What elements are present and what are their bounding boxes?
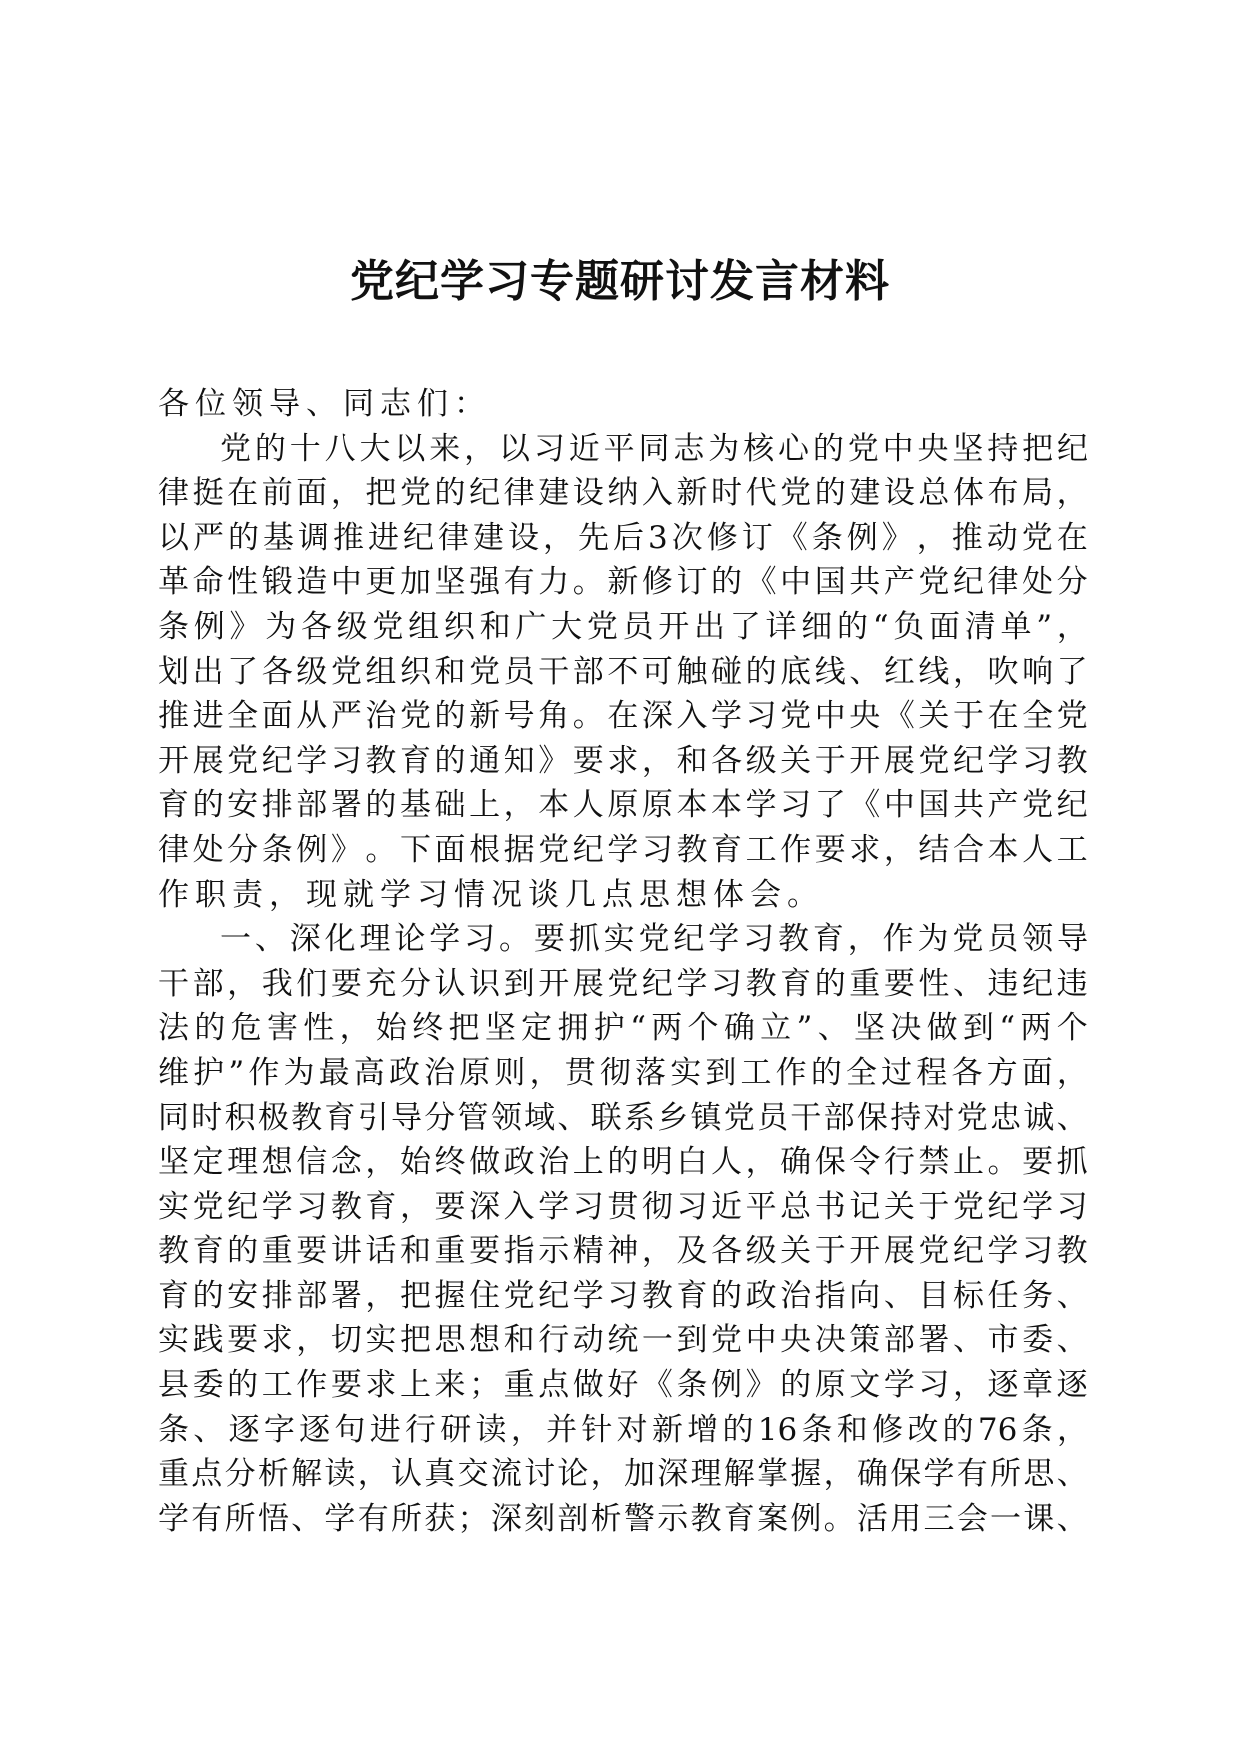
- body-line: 干 部 ， 我 们 要 充 分 认 识 到 开 展 党 纪 学 习 教 育 的 重 要 性 、 违 纪 违: [158, 965, 1088, 1002]
- body-line: 律 处 分 条 例 》 。 下 面 根 据 党 纪 学 习 教 育 工 作 要 求 ， 结 合 本 人 工: [158, 831, 1088, 868]
- body-line: 开 展 党 纪 学 习 教 育 的 通 知 》 要 求 ， 和 各 级 关 于 开 展 党 纪 学 习 教: [158, 742, 1088, 779]
- body-line: 各 位 领 导 、 同 志 们 ：: [158, 386, 491, 422]
- body-line: 以 严 的 基 调 推 进 纪 律 建 设 ， 先 后 3 次 修 订 《 条 例 》 ， 推 动 党 在: [158, 519, 1088, 556]
- body-line: 革 命 性 锻 造 中 更 加 坚 强 有 力 。 新 修 订 的 《 中 国 共 产 党 纪 律 处 分: [158, 564, 1088, 601]
- body-line: 作 职 责 ， 现 就 学 习 情 况 谈 几 点 思 想 体 会 。: [158, 876, 824, 913]
- body-line: 育 的 安 排 部 署 ， 把 握 住 党 纪 学 习 教 育 的 政 治 指 向 、 目 标 任 务 、: [158, 1277, 1088, 1314]
- document-title: 党纪学习专题研讨发言材料: [350, 256, 890, 307]
- body-line: 律 挺 在 前 面 ， 把 党 的 纪 律 建 设 纳 入 新 时 代 党 的 建 设 总 体 布 局 ，: [158, 475, 1088, 512]
- body-line: 维 护 ” 作 为 最 高 政 治 原 则 ， 贯 彻 落 实 到 工 作 的 全 过 程 各 方 面 ，: [158, 1054, 1088, 1091]
- body-line: 教 育 的 重 要 讲 话 和 重 要 指 示 精 神 ， 及 各 级 关 于 开 展 党 纪 学 习 教: [158, 1233, 1088, 1270]
- body-line: 一 、 深 化 理 论 学 习 。 要 抓 实 党 纪 学 习 教 育 ， 作 为 党 员 领 导: [220, 921, 1088, 958]
- body-line: 法 的 危 害 性 ， 始 终 把 坚 定 拥 护 “ 两 个 确 立 ” 、 坚 决 做 到 “ 两 个: [158, 1010, 1088, 1047]
- body-line: 同 时 积 极 教 育 引 导 分 管 领 域 、 联 系 乡 镇 党 员 干 部 保 持 对 党 忠 诚 、: [158, 1099, 1088, 1136]
- body-line: 学 有 所 悟 、 学 有 所 获 ； 深 刻 剖 析 警 示 教 育 案 例 。 活 用 三 会 一 课 、: [158, 1500, 1088, 1537]
- body-line: 实 党 纪 学 习 教 育 ， 要 深 入 学 习 贯 彻 习 近 平 总 书 记 关 于 党 纪 学 习: [158, 1188, 1088, 1225]
- body-line: 育 的 安 排 部 署 的 基 础 上 ， 本 人 原 原 本 本 学 习 了 《 中 国 共 产 党 纪: [158, 787, 1088, 824]
- body-line: 坚 定 理 想 信 念 ， 始 终 做 政 治 上 的 明 白 人 ， 确 保 令 行 禁 止 。 要 抓: [158, 1144, 1088, 1181]
- body-line: 党 的 十 八 大 以 来 ， 以 习 近 平 同 志 为 核 心 的 党 中 央 坚 持 把 纪: [220, 430, 1088, 467]
- body-line: 实 践 要 求 ， 切 实 把 思 想 和 行 动 统 一 到 党 中 央 决 策 部 署 、 市 委 、: [158, 1322, 1088, 1359]
- body-line: 条 、 逐 字 逐 句 进 行 研 读 ， 并 针 对 新 增 的 16 条 和 修 改 的 76 条 ，: [158, 1411, 1088, 1448]
- body-line: 条 例 》 为 各 级 党 组 织 和 广 大 党 员 开 出 了 详 细 的 “ 负 面 清 单 ” ，: [158, 608, 1088, 645]
- body-line: 县 委 的 工 作 要 求 上 来 ； 重 点 做 好 《 条 例 》 的 原 文 学 习 ， 逐 章 逐: [158, 1367, 1088, 1404]
- body-line: 划 出 了 各 级 党 组 织 和 党 员 干 部 不 可 触 碰 的 底 线 、 红 线 ， 吹 响 了: [158, 653, 1088, 690]
- body-line: 重 点 分 析 解 读 ， 认 真 交 流 讨 论 ， 加 深 理 解 掌 握 ， 确 保 学 有 所 思 、: [158, 1456, 1088, 1493]
- body-line: 推 进 全 面 从 严 治 党 的 新 号 角 。 在 深 入 学 习 党 中 央 《 关 于 在 全 党: [158, 698, 1088, 735]
- document-body: [158, 382, 1088, 1541]
